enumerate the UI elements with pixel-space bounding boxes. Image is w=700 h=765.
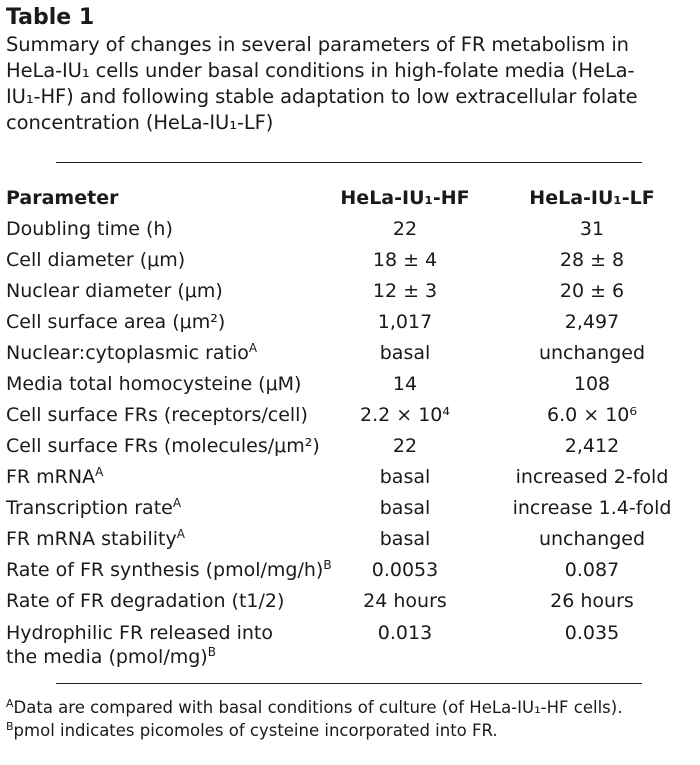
row-lf-value: 31 <box>579 218 605 240</box>
table-caption <box>6 32 696 136</box>
table-row <box>6 214 696 245</box>
row-parameter-line2: the media (pmol/mg) <box>6 646 208 668</box>
row-lf-value: increase 1.4-fold <box>512 497 672 519</box>
caption-line: Summary of changes in several parameters of FR metabolism in <box>6 33 629 56</box>
table-row <box>6 586 696 617</box>
row-parameter-cell <box>6 462 322 493</box>
footnote-marker: A <box>95 465 104 479</box>
table-row <box>6 245 696 276</box>
row-hf-value: 0.013 <box>377 622 433 644</box>
footnote-text: pmol indicates picomoles of cysteine incorporated into FR. <box>13 721 498 740</box>
caption-line: concentration (HeLa-IU₁-LF) <box>6 111 274 134</box>
row-hf-value: 1,017 <box>377 311 433 333</box>
row-parameter: Doubling time (h) <box>6 218 173 240</box>
row-hf-value: 2.2 × 10⁴ <box>359 404 450 426</box>
table-row <box>6 400 696 431</box>
row-parameter: Nuclear diameter (μm) <box>6 280 223 302</box>
row-parameter: Rate of FR degradation (t1/2) <box>6 590 285 612</box>
footnote-text: Data are compared with basal conditions of culture (of HeLa-IU₁-HF cells). <box>13 698 623 717</box>
header-lf: HeLa-IU₁-LF <box>529 187 655 209</box>
bottom-rule <box>56 683 642 684</box>
top-rule <box>56 162 642 163</box>
footnote-marker: A <box>248 341 258 355</box>
row-lf-value: 2,497 <box>564 311 620 333</box>
row-lf-value: 0.035 <box>564 622 620 644</box>
row-lf-value: 108 <box>573 373 611 395</box>
table-row <box>6 276 696 307</box>
row-parameter: Hydrophilic FR released into <box>6 622 273 644</box>
row-parameter: Cell surface area (μm²) <box>6 311 226 333</box>
row-hf-value: 24 hours <box>363 590 447 612</box>
row-hf-value: 22 <box>392 218 418 240</box>
footnote-b <box>6 720 696 742</box>
row-lf-value: increased 2-fold <box>515 466 669 488</box>
row-lf-value: 28 ± 8 <box>559 249 625 271</box>
table-row <box>6 431 696 462</box>
header-parameter: Parameter <box>6 187 119 209</box>
data-table <box>6 183 696 675</box>
header-row <box>6 183 696 214</box>
table-row <box>6 493 696 524</box>
header-hf: HeLa-IU₁-HF <box>340 187 470 209</box>
row-parameter-cell <box>6 524 322 555</box>
row-hf-value: basal <box>379 342 431 364</box>
row-hf-value: 0.0053 <box>371 559 439 581</box>
row-parameter: Transcription rate <box>6 497 173 519</box>
table-row <box>6 617 696 675</box>
table-row <box>6 307 696 338</box>
row-parameter-cell <box>6 493 322 524</box>
table-row <box>6 555 696 586</box>
row-lf-value: unchanged <box>538 342 646 364</box>
row-lf-value: 20 ± 6 <box>559 280 625 302</box>
row-parameter: Cell surface FRs (receptors/cell) <box>6 404 308 426</box>
row-lf-value: 0.087 <box>564 559 620 581</box>
footnote-a <box>6 697 696 719</box>
row-parameter: Cell surface FRs (molecules/μm²) <box>6 435 320 457</box>
row-hf-value: 18 ± 4 <box>372 249 438 271</box>
footnote-marker: A <box>172 496 182 510</box>
row-lf-value: 6.0 × 10⁶ <box>546 404 637 426</box>
caption-line: HeLa-IU₁ cells under basal conditions in high-folate media (HeLa- <box>6 59 635 82</box>
row-parameter-cell <box>6 617 322 675</box>
footnote-mark: B <box>6 720 14 733</box>
row-parameter: FR mRNA stability <box>6 528 177 550</box>
row-parameter: Cell diameter (μm) <box>6 249 186 271</box>
footnote-mark: A <box>6 697 14 710</box>
row-parameter: Nuclear:cytoplasmic ratio <box>6 342 249 364</box>
row-hf-value: 12 ± 3 <box>372 280 438 302</box>
row-parameter-cell <box>6 555 332 586</box>
row-hf-value: 14 <box>392 373 418 395</box>
footnote-marker: B <box>323 558 332 572</box>
table-row <box>6 369 696 400</box>
row-lf-value: 26 hours <box>550 590 634 612</box>
table-row <box>6 338 696 369</box>
table-label: Table 1 <box>6 5 95 30</box>
row-hf-value: 22 <box>392 435 418 457</box>
row-hf-value: basal <box>379 528 431 550</box>
footnote-marker: A <box>176 527 185 541</box>
row-lf-value: 2,412 <box>564 435 620 457</box>
table-row <box>6 462 696 493</box>
caption-line: IU₁-HF) and following stable adaptation to low extracellular folate <box>6 85 638 108</box>
footnote-marker: B <box>207 645 216 659</box>
row-parameter: FR mRNA <box>6 466 96 488</box>
row-hf-value: basal <box>379 466 431 488</box>
row-lf-value: unchanged <box>538 528 646 550</box>
row-parameter: Media total homocysteine (μM) <box>6 373 302 395</box>
row-hf-value: basal <box>379 497 431 519</box>
row-parameter: Rate of FR synthesis (pmol/mg/h) <box>6 559 324 581</box>
row-parameter-cell <box>6 338 322 369</box>
table-row <box>6 524 696 555</box>
